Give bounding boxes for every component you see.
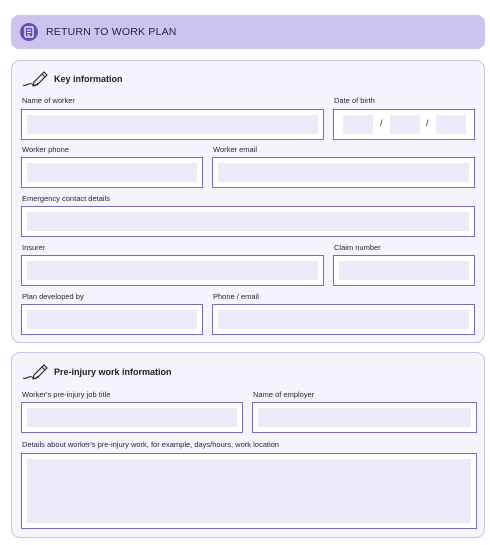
page-title: RETURN TO WORK PLAN [46,26,177,38]
key-information-section [11,60,485,343]
dob-year-input[interactable] [436,115,466,134]
work-details-label: Details about worker's pre-injury work, for example, days/hours, work location [22,440,279,449]
section-heading [22,363,172,381]
claim-number-label: Claim number [334,243,381,252]
form-header [11,15,485,49]
job-title-label: Worker's pre-injury job title [22,390,111,399]
worker-email-label: Worker email [213,145,258,154]
date-of-birth-field[interactable] [333,109,475,140]
dob-separator: / [426,118,429,128]
plan-developed-by-field[interactable] [21,304,203,335]
phone-email-label: Phone / email [213,292,259,301]
pen-icon [22,363,48,381]
pen-icon [22,70,48,88]
worker-phone-label: Worker phone [22,145,69,154]
job-title-field[interactable] [21,402,243,433]
worker-name-label: Name of worker [22,96,75,105]
section-heading [22,70,123,88]
dob-day-input[interactable] [343,115,373,134]
insurer-field[interactable] [21,255,324,286]
pre-injury-section [11,352,485,538]
worker-phone-field[interactable] [21,157,203,188]
phone-email-field[interactable] [212,304,475,335]
plan-developed-by-label: Plan developed by [22,292,84,301]
work-details-field[interactable] [21,453,477,529]
section-title: Pre-injury work information [54,367,172,377]
insurer-label: Insurer [22,243,46,252]
emergency-contact-label: Emergency contact details [22,194,110,203]
section-title: Key information [54,74,123,84]
emergency-contact-field[interactable] [21,206,475,237]
document-icon [20,23,38,41]
employer-label: Name of employer [253,390,315,399]
claim-number-field[interactable] [333,255,475,286]
employer-field[interactable] [252,402,477,433]
worker-email-field[interactable] [212,157,475,188]
worker-name-field[interactable] [21,109,324,140]
date-of-birth-label: Date of birth [334,96,375,105]
dob-month-input[interactable] [390,115,420,134]
dob-separator: / [380,118,383,128]
